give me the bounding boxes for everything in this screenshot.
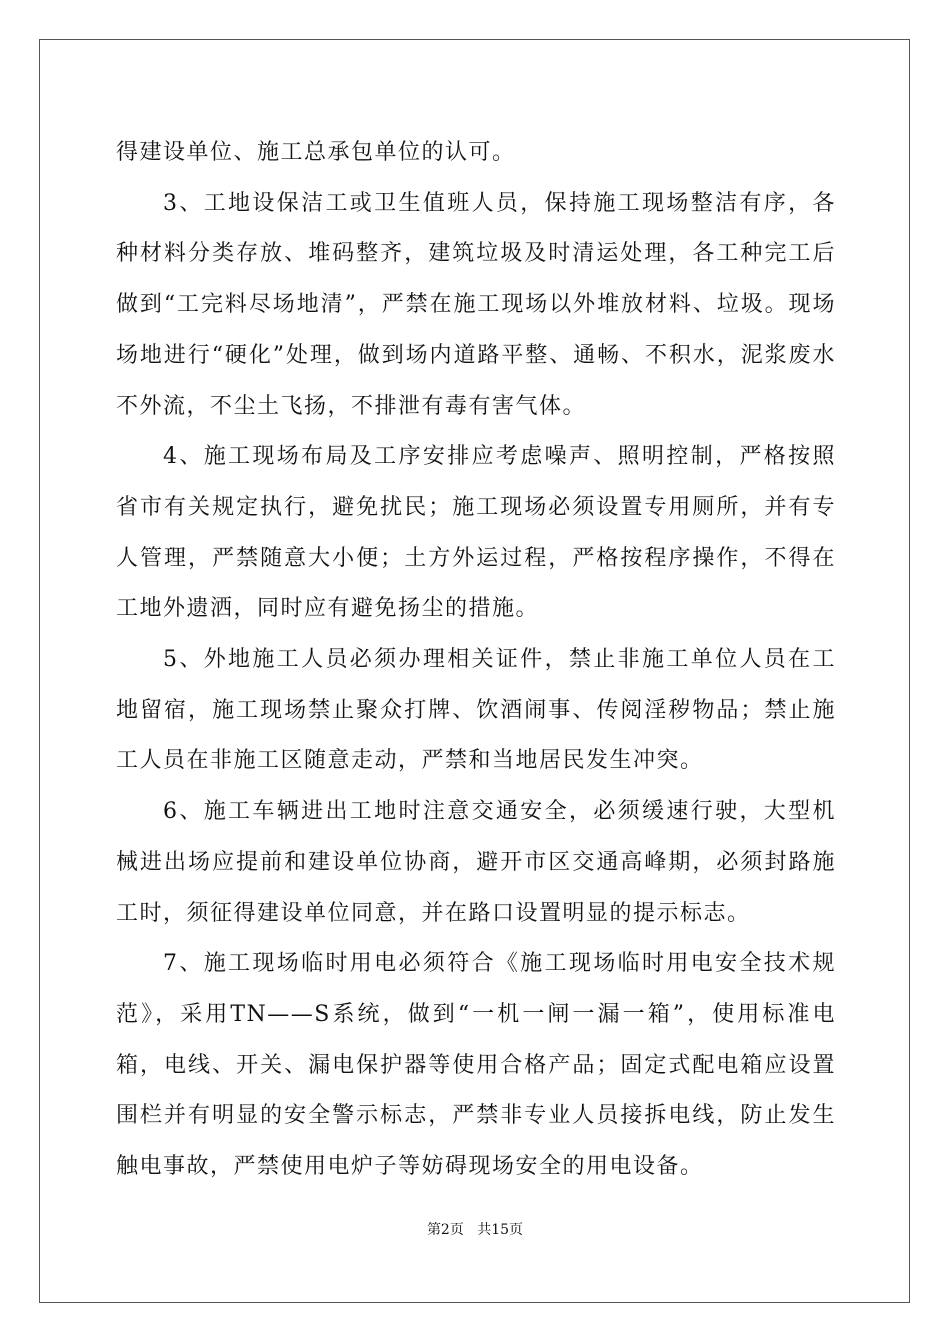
paragraph-item-3: 3、工地设保洁工或卫生值班人员，保持施工现场整洁有序，各种材料分类存放、堆码整齐，建筑垃圾及时清运处理，各工种完工后做到“工完料尽场地清”，严禁在施工现场以外堆放材料、垃圾。现场场地进行“硬化”处理，做到场内道路平整、通畅、不积水，泥浆废水不外流，不尘土飞扬，不排泄有毒有害气体。	[116, 190, 836, 419]
page-number: 第2页	[426, 1222, 464, 1238]
page-total: 共15页	[477, 1222, 524, 1238]
document-body	[116, 128, 836, 1193]
footer-spacer	[464, 1222, 477, 1238]
paragraph-item-4: 4、施工现场布局及工序安排应考虑噪声、照明控制，严格按照省市有关规定执行，避免扰民；施工现场必须设置专用厕所，并有专人管理，严禁随意大小便；土方外运过程，严格按程序操作，不得在工地外遗洒，同时应有避免扬尘的措施。	[116, 444, 836, 622]
paragraph-item-5: 5、外地施工人员必须办理相关证件，禁止非施工单位人员在工地留宿，施工现场禁止聚众打牌、饮酒闹事、传阅淫秽物品；禁止施工人员在非施工区随意走动，严禁和当地居民发生冲突。	[116, 647, 836, 774]
paragraph-item-7: 7、施工现场临时用电必须符合《施工现场临时用电安全技术规范》，采用TN——S系统，做到“一机一闸一漏一箱”，使用标准电箱，电线、开关、漏电保护器等使用合格产品；固定式配电箱应设置围栏并有明显的安全警示标志，严禁非专业人员接拆电线，防止发生触电事故，严禁使用电炉子等妨碍现场安全的用电设备。	[116, 951, 836, 1180]
paragraph-continuation: 得建设单位、施工总承包单位的认可。	[116, 140, 516, 165]
paragraph-item-6: 6、施工车辆进出工地时注意交通安全，必须缓速行驶，大型机械进出场应提前和建设单位协商，避开市区交通高峰期，必须封路施工时，须征得建设单位同意，并在路口设置明显的提示标志。	[116, 799, 836, 926]
page-footer	[0, 1219, 950, 1239]
